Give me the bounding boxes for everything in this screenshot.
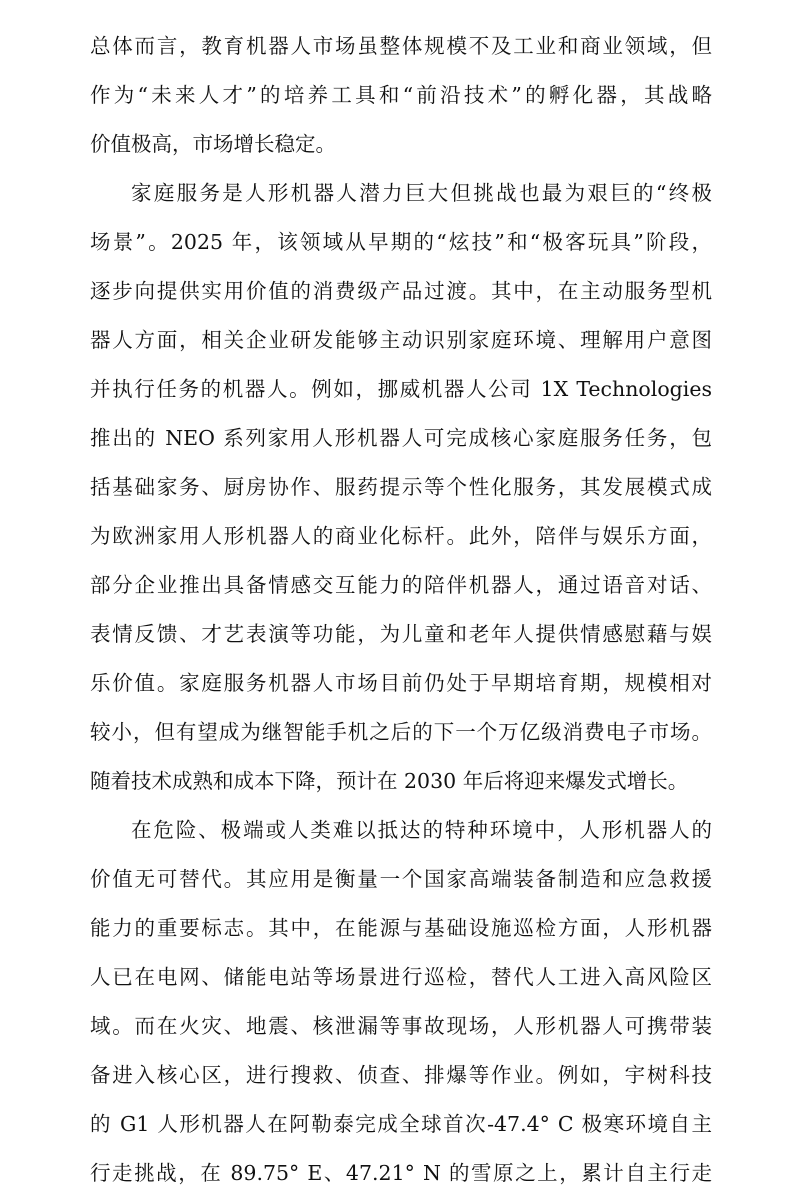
text-line: 为欧洲家用人形机器人的商业化标杆。此外，陪伴与娱乐方面，	[90, 524, 712, 548]
text-line: 较小，但有望成为继智能手机之后的下一个万亿级消费电子市场。	[90, 720, 712, 744]
text-line: 价值无可替代。其应用是衡量一个国家高端装备制造和应急救援	[90, 867, 712, 891]
text-line: 并执行任务的机器人。例如，挪威机器人公司 1X Technologies	[90, 377, 712, 401]
text-line: 场景”。2025 年，该领域从早期的“炫技”和“极客玩具”阶段，	[90, 230, 712, 254]
text-line: 行走挑战，在 89.75° E、47.21° N 的雪原之上，累计自主行走	[90, 1161, 712, 1185]
text-line: 器人方面，相关企业研发能够主动识别家庭环境、理解用户意图	[90, 328, 712, 352]
text-line: 家庭服务是人形机器人潜力巨大但挑战也最为艰巨的“终极	[131, 181, 712, 205]
text-line: 总体而言，教育机器人市场虽整体规模不及工业和商业领域，但	[90, 34, 712, 58]
text-line: 人已在电网、储能电站等场景进行巡检，替代人工进入高风险区	[90, 965, 712, 989]
text-line: 的 G1 人形机器人在阿勒泰完成全球首次-47.4° C 极寒环境自主	[90, 1112, 712, 1136]
text-line: 乐价值。家庭服务机器人市场目前仍处于早期培育期，规模相对	[90, 671, 712, 695]
text-line: 表情反馈、才艺表演等功能，为儿童和老年人提供情感慰藉与娱	[90, 622, 712, 646]
text-line: 在危险、极端或人类难以抵达的特种环境中，人形机器人的	[131, 818, 712, 842]
text-line: 价值极高，市场增长稳定。	[90, 132, 336, 156]
text-line: 域。而在火灾、地震、核泄漏等事故现场，人形机器人可携带装	[90, 1014, 712, 1038]
text-line: 逐步向提供实用价值的消费级产品过渡。其中，在主动服务型机	[90, 279, 712, 303]
text-line: 能力的重要标志。其中，在能源与基础设施巡检方面，人形机器	[90, 916, 712, 940]
text-line: 部分企业推出具备情感交互能力的陪伴机器人，通过语音对话、	[90, 573, 712, 597]
text-line: 随着技术成熟和成本下降，预计在 2030 年后将迎来爆发式增长。	[90, 769, 689, 793]
text-line: 备进入核心区，进行搜救、侦查、排爆等作业。例如，宇树科技	[90, 1063, 712, 1087]
text-line: 作为“未来人才”的培养工具和“前沿技术”的孵化器，其战略	[90, 83, 712, 107]
text-line: 推出的 NEO 系列家用人形机器人可完成核心家庭服务任务，包	[90, 426, 712, 450]
text-line: 括基础家务、厨房协作、服药提示等个性化服务，其发展模式成	[90, 475, 712, 499]
